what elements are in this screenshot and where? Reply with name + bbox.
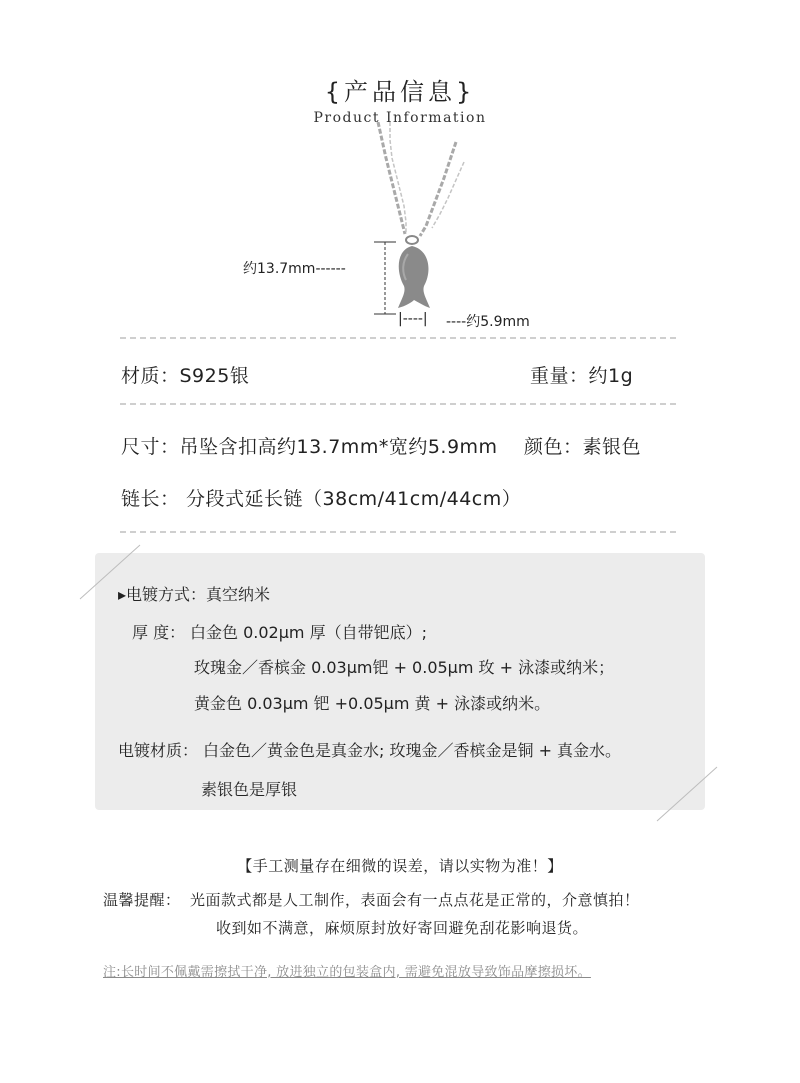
tip-line-2: 收到如不满意，麻烦原封放好寄回避免刮花影响退货。 (216, 919, 589, 937)
height-dimension-marker-icon (370, 238, 400, 318)
plating-material-line-1: 白金色／黄金色是真金水; 玫瑰金／香槟金是铜 + 真金水。 (203, 741, 622, 760)
tip-line-1: 光面款式都是人工制作，表面会有一点点花是正常的，介意慎拍！ (190, 891, 640, 909)
thickness-label: 厚 度： (132, 623, 186, 642)
thickness-line-2: 玫瑰金／香槟金 0.03μm钯 + 0.05μm 玫 + 泳漆或纳米； (194, 658, 615, 677)
width-dimension-bracket: |----| (398, 311, 428, 327)
measurement-disclaimer: 【手工测量存在细微的误差，请以实物为准！】 (237, 857, 563, 875)
divider (120, 531, 676, 533)
width-dimension-label: ----约5.9mm (446, 314, 530, 330)
height-dimension-label: 约13.7mm------ (243, 261, 346, 277)
chain-length-spec: 链长： 分段式延长链（38cm/41cm/44cm） (121, 488, 522, 510)
decorative-slash-icon (655, 765, 720, 823)
size-spec: 尺寸：吊坠含扣高约13.7mm*宽约5.9mm (121, 436, 498, 458)
plating-material-label: 电镀材质： (118, 741, 199, 760)
page-title: {产品信息} (324, 78, 476, 106)
material-spec: 材质：S925银 (121, 365, 250, 387)
plating-material-line-2: 素银色是厚银 (201, 780, 298, 799)
divider (120, 337, 676, 339)
thickness-line-1: 白金色 0.02μm 厚（自带钯底）; (190, 623, 427, 642)
tip-label: 温馨提醒： (103, 891, 181, 909)
care-instruction: 注:长时间不佩戴需擦拭干净, 放进独立的包装盒内, 需避免混放导致饰品摩擦损坏。 (103, 965, 591, 980)
plating-method: ▸电镀方式：真空纳米 (118, 585, 271, 604)
weight-spec: 重量：约1g (530, 365, 634, 387)
color-spec: 颜色：素银色 (524, 436, 642, 458)
thickness-line-3: 黄金色 0.03μm 钯 +0.05μm 黄 + 泳漆或纳米。 (194, 694, 551, 713)
page-subtitle: Product Information (313, 110, 487, 126)
divider (120, 403, 676, 405)
